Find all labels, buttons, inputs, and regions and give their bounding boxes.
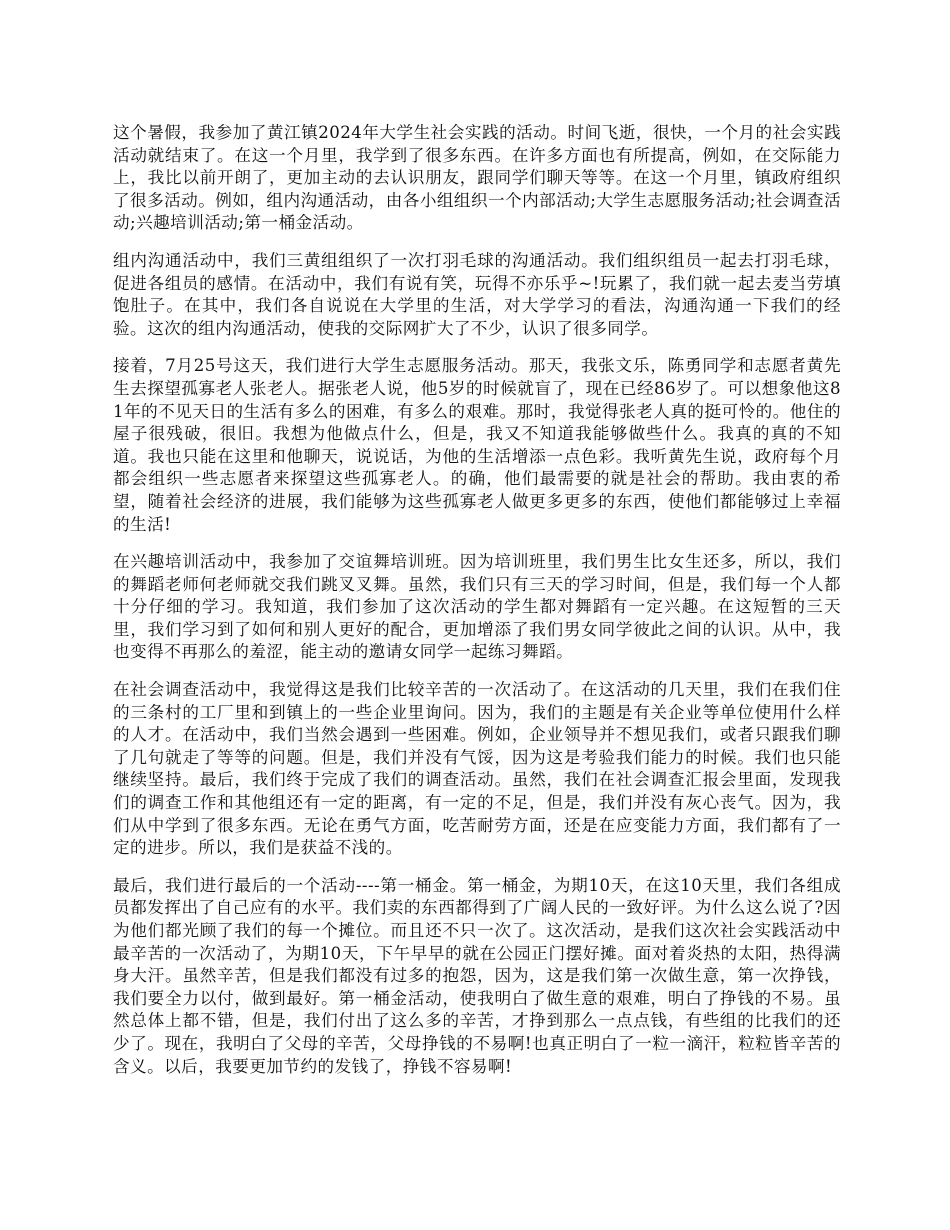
paragraph-interest-training: 在兴趣培训活动中，我参加了交谊舞培训班。因为培训班里，我们男生比女生还多，所以，我们的舞蹈老师何老师就交我们跳叉叉舞。虽然，我们只有三天的学习时间，但是，我们每一个人都十分仔细的学习。我知道，我们参加了这次活动的学生都对舞蹈有一定兴趣。在这短暂的三天里，我们学习到了如何和别人更好的配合，更加增添了我们男女同学彼此之间的认识。从中，我也变得不再那么的羞涩，能主动的邀请女同学一起练习舞蹈。 bbox=[113, 552, 841, 662]
paragraph-first-pot-of-gold: 最后，我们进行最后的一个活动----第一桶金。第一桶金，为期10天，在这10天里，我们各组成员都发挥出了自己应有的水平。我们卖的东西都得到了广阔人民的一致好评。为什么这么说了?因为他们都光顾了我们的每一个摊位。而且还不只一次了。这次活动，是我们这次社会实践活动中最辛苦的一次活动了，为期10天，下午早早的就在公园正门摆好摊。面对着炎热的太阳，热得满身大汗。虽然辛苦，但是我们都没有过多的抱怨，因为，这是我们第一次做生意，第一次挣钱，我们要全力以付，做到最好。第一桶金活动，使我明白了做生意的艰难，明白了挣钱的不易。虽然总体上都不错，但是，我们付出了这么多的辛苦，才挣到那么一点点钱，有些组的比我们的还少了。现在，我明白了父母的辛苦，父母挣钱的不易啊!也真正明白了一粒一滴汗，粒粒皆辛苦的含义。以后，我要更加节约的发钱了，挣钱不容易啊! bbox=[113, 875, 841, 1076]
paragraph-volunteer-service: 接着，7月25号这天，我们进行大学生志愿服务活动。那天，我张文乐，陈勇同学和志愿者黄先生去探望孤寡老人张老人。据张老人说，他5岁的时候就盲了，现在已经86岁了。可以想象他这81年的不见天日的生活有多么的困难，有多么的艰难。那时，我觉得张老人真的挺可怜的。他住的屋子很残破，很旧。我想为他做点什么，但是，我又不知道我能够做些什么。我真的真的不知道。我也只能在这里和他聊天，说说话，为他的生活增添一点色彩。我听黄先生说，政府每个月都会组织一些志愿者来探望这些孤寡老人。的确，他们最需要的就是社会的帮助。我由衷的希望，随着社会经济的进展，我们能够为这些孤寡老人做更多更多的东西，使他们都能够过上幸福的生活! bbox=[113, 356, 841, 534]
paragraph-social-survey: 在社会调查活动中，我觉得这是我们比较辛苦的一次活动了。在这活动的几天里，我们在我们住的三条村的工厂里和到镇上的一些企业里询问。因为，我们的主题是有关企业等单位使用什么样的人才。在活动中，我们当然会遇到一些困难。例如，企业领导并不想见我们，或者只跟我们聊了几句就走了等等的问题。但是，我们并没有气馁，因为这是考验我们能力的时候。我们也只能继续坚持。最后，我们终于完成了我们的调查活动。虽然，我们在社会调查汇报会里面，发现我们的调查工作和其他组还有一定的距离，有一定的不足，但是，我们并没有灰心丧气。因为，我们从中学到了很多东西。无论在勇气方面，吃苦耐劳方面，还是在应变能力方面，我们都有了一定的进步。所以，我们是获益不浅的。 bbox=[113, 680, 841, 858]
paragraph-intro: 这个暑假，我参加了黄江镇2024年大学生社会实践的活动。时间飞逝，很快，一个月的社会实践活动就结束了。在这一个月里，我学到了很多东西。在许多方面也有所提高，例如，在交际能力上，我比以前开朗了，更加主动的去认识朋友，跟同学们聊天等等。在这一个月里，镇政府组织了很多活动。例如，组内沟通活动，由各小组组织一个内部活动;大学生志愿服务活动;社会调查活动;兴趣培训活动;第一桶金活动。 bbox=[113, 123, 841, 233]
document-page bbox=[113, 122, 841, 1093]
paragraph-group-communication: 组内沟通活动中，我们三黄组组织了一次打羽毛球的沟通活动。我们组织组员一起去打羽毛球，促进各组员的感情。在活动中，我们有说有笑，玩得不亦乐乎~!玩累了，我们就一起去麦当劳填饱肚子。在其中，我们各自说说在大学里的生活，对大学学习的看法，沟通沟通一下我们的经验。这次的组内沟通活动，使我的交际网扩大了不少，认识了很多同学。 bbox=[113, 250, 841, 338]
